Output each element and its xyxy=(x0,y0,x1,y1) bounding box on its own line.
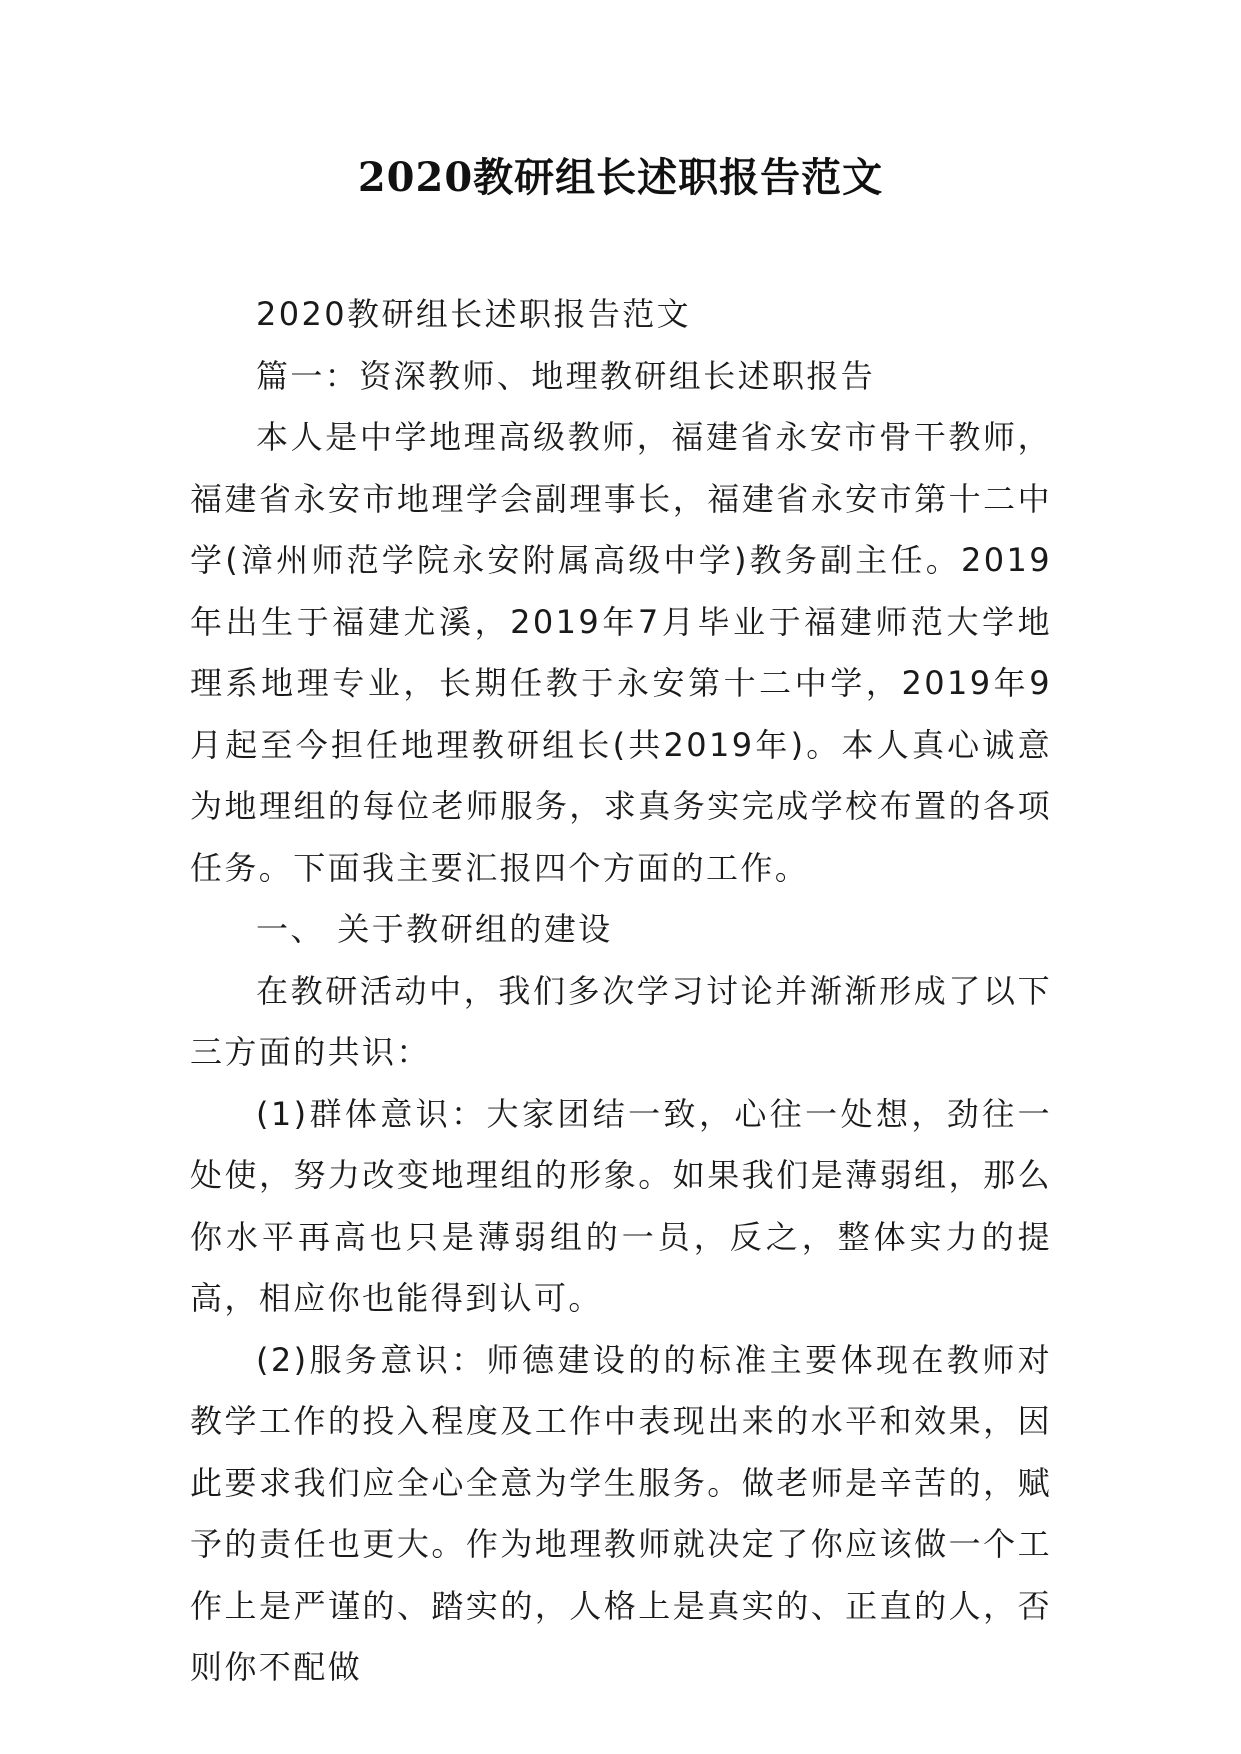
paragraph-intro: 本人是中学地理高级教师，福建省永安市骨干教师，福建省永安市地理学会副理事长，福建省永安市第十二中学(漳州师范学院永安附属高级中学)教务副主任。2019年出生于福建尤溪，2019年7月毕业于福建师范大学地理系地理专业，长期任教于永安第十二中学，2019年9月起至今担任地理教研组长(共2019年)。本人真心诚意为地理组的每位老师服务，求真务实完成学校布置的各项任务。下面我主要汇报四个方面的工作。 xyxy=(190,418,1052,887)
paragraph-group-awareness: (1)群体意识：大家团结一致，心往一处想，劲往一处使，努力改变地理组的形象。如果我们是薄弱组，那么你水平再高也只是薄弱组的一员，反之，整体实力的提高，相应你也能得到认可。 xyxy=(190,1094,1052,1317)
paragraph-service-awareness: (2)服务意识：师德建设的的标准主要体现在教师对教学工作的投入程度及工作中表现出来的水平和效果，因此要求我们应全心全意为学生服务。做老师是辛苦的，赋予的责任也更大。作为地理教师就决定了你应该做一个工作上是严谨的、踏实的，人格上是真实的、正直的人，否则你不配做 xyxy=(190,1340,1052,1686)
document-body xyxy=(190,284,1052,1699)
paragraph-heading-1: 一、 关于教研组的建设 xyxy=(256,910,613,948)
paragraph-consensus: 在教研活动中，我们多次学习讨论并渐渐形成了以下三方面的共识： xyxy=(190,971,1052,1071)
paragraph-subtitle: 2020教研组长述职报告范文 xyxy=(256,295,692,333)
paragraph-section-heading: 篇一：资深教师、地理教研组长述职报告 xyxy=(256,356,876,395)
document-title: 2020教研组长述职报告范文 xyxy=(357,154,884,201)
